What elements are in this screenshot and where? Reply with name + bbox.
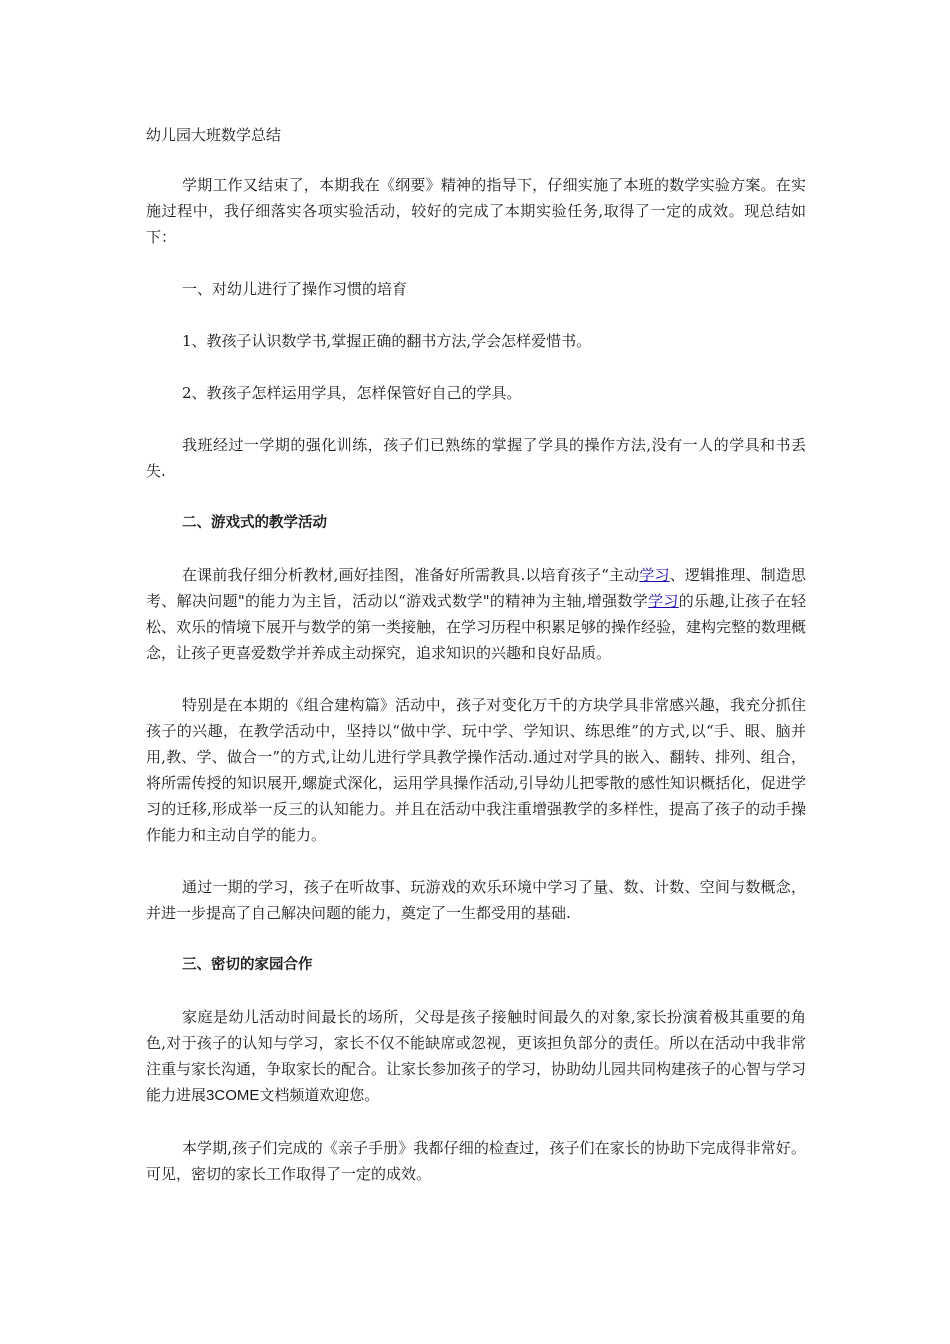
study-link-1[interactable]: 学习 bbox=[639, 566, 670, 584]
intro-paragraph: 学期工作又结束了，本期我在《纲要》精神的指导下，仔细实施了本班的数学实验方案。在实施过程中，我仔细落实各项实验活动，较好的完成了本期实验任务,取得了一定的成效。现总结如下： bbox=[146, 176, 806, 246]
study-link-2[interactable]: 学习 bbox=[648, 592, 679, 610]
section2-paragraph3: 通过一期的学习，孩子在听故事、玩游戏的欢乐环境中学习了量、数、计数、空间与数概念，并进一步提高了自己解决问题的能力，奠定了一生都受用的基础. bbox=[146, 878, 806, 922]
section2-paragraph1 bbox=[146, 562, 806, 666]
brand-text: 3COME bbox=[206, 1087, 260, 1104]
section3-paragraph1 bbox=[146, 1004, 806, 1109]
section3-paragraph2: 本学期,孩子们完成的《亲子手册》我都仔细的检查过，孩子们在家长的协助下完成得非常好。可见，密切的家长工作取得了一定的成效。 bbox=[146, 1139, 806, 1183]
section1-heading: 一、对幼儿进行了操作习惯的培育 bbox=[182, 280, 408, 298]
document-page bbox=[146, 122, 806, 1213]
section2-heading: 二、游戏式的教学活动 bbox=[182, 515, 327, 531]
section1-item2: 2、教孩子怎样运用学具，怎样保管好自己的学具。 bbox=[182, 384, 522, 402]
section1-summary: 我班经过一学期的强化训练，孩子们已熟练的掌握了学具的操作方法,没有一人的学具和书丢失. bbox=[146, 436, 806, 480]
document-title: 幼儿园大班数学总结 bbox=[146, 126, 282, 144]
section2-p1-text-b: 、逻辑推理、制造思考、解决问题"的能力为主旨，活动以“游戏式数学"的精神为主轴,增强数学 bbox=[146, 566, 806, 610]
section3-p1-text-b: 文档频道欢迎您。 bbox=[259, 1086, 380, 1104]
section2-paragraph2: 特别是在本期的《组合建构篇》活动中，孩子对变化万千的方块学具非常感兴趣，我充分抓住孩子的兴趣，在教学活动中，坚持以“做中学、玩中学、学知识、练思维”的方式,以“手、眼、脑并用,教、学、做合一”的方式,让幼儿进行学具教学操作活动.通过对学具的嵌入、翻转、排列、组合，将所需传授的知识展开,螺旋式深化，运用学具操作活动,引导幼儿把零散的感性知识概括化，促进学习的迁移,形成举一反三的认知能力。并且在活动中我注重增强教学的多样性，提高了孩子的动手操作能力和主动自学的能力。 bbox=[146, 696, 806, 844]
section3-heading: 三、密切的家园合作 bbox=[182, 957, 313, 973]
section1-item1: 1、教孩子认识数学书,掌握正确的翻书方法,学会怎样爱惜书。 bbox=[182, 332, 592, 350]
section3-p1-text-a: 家庭是幼儿活动时间最长的场所，父母是孩子接触时间最久的对象,家长扮演着极其重要的角色,对于孩子的认知与学习，家长不仅不能缺席或忽视，更该担负部分的责任。所以在活动中我非常注重与家长沟通，争取家长的配合。让家长参加孩子的学习，协助幼儿园共同构建孩子的心智与学习能力进展 bbox=[146, 1008, 807, 1104]
section2-p1-text-c: 的乐趣,让孩子在轻松、欢乐的情境下展开与数学的第一类接触，在学习历程中积累足够的操作经验，建构完整的数理概念，让孩子更喜爱数学并养成主动探究，追求知识的兴趣和良好品质。 bbox=[146, 592, 807, 662]
section2-p1-text-a: 在课前我仔细分析教材,画好挂图，准备好所需教具.以培育孩子“主动 bbox=[182, 566, 640, 584]
